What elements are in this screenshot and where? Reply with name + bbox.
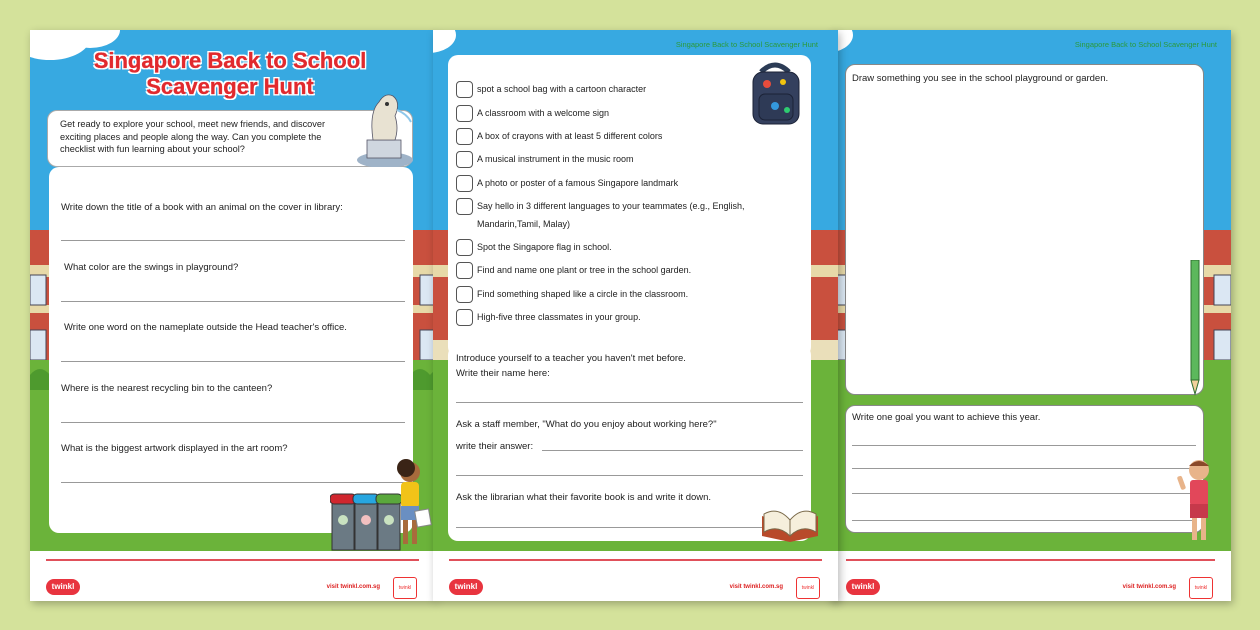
twinkl-logo: twinkl	[46, 579, 80, 595]
checklist-label: spot a school bag with a cartoon character	[477, 84, 647, 94]
goal-line-1[interactable]	[852, 445, 1196, 446]
girl-icon	[392, 458, 432, 550]
title-line-2: Scavenger Hunt	[146, 74, 314, 99]
task-2-line-1: Ask a staff member, "What do you enjoy about working here?"	[456, 419, 717, 430]
worksheet-page-1	[30, 30, 435, 601]
checklist-item[interactable]	[456, 198, 745, 233]
goal-line-4[interactable]	[852, 520, 1196, 521]
drawing-prompt: Draw something you see in the school playground or garden.	[852, 73, 1109, 84]
checkbox[interactable]	[456, 151, 473, 168]
page-header: Singapore Back to School Scavenger Hunt	[1074, 40, 1217, 49]
answer-line-task-1[interactable]	[456, 402, 803, 403]
footer-visit-link[interactable]: visit twinkl.com.sg	[729, 584, 783, 590]
footer-visit-link[interactable]: visit twinkl.com.sg	[326, 584, 380, 590]
checkbox[interactable]	[456, 239, 473, 256]
footer-badge: twinkl	[1189, 577, 1213, 599]
twinkl-logo: twinkl	[846, 579, 880, 595]
checkbox[interactable]	[456, 198, 473, 215]
checklist-item[interactable]	[456, 239, 612, 256]
checklist-label-line-1: Say hello in 3 different languages to your teammates (e.g., English,	[477, 201, 745, 211]
task-1-line-1: Introduce yourself to a teacher you haven't met before.	[456, 353, 686, 364]
footer-badge: twinkl	[393, 577, 417, 599]
worksheet-page-3	[830, 30, 1231, 601]
answer-line-2[interactable]	[61, 301, 405, 302]
goal-line-2[interactable]	[852, 468, 1196, 469]
task-1-line-2: Write their name here:	[456, 368, 550, 379]
checkbox[interactable]	[456, 262, 473, 279]
checklist-item[interactable]	[456, 81, 646, 98]
footer-divider	[846, 559, 1215, 561]
answer-line-task-2b[interactable]	[456, 475, 803, 476]
checklist-item[interactable]	[456, 175, 678, 192]
question-5: What is the biggest artwork displayed in the art room?	[61, 443, 288, 454]
pencil-icon	[1188, 260, 1202, 396]
merlion-icon	[355, 82, 413, 167]
footer-visit-link[interactable]: visit twinkl.com.sg	[1122, 584, 1176, 590]
boy-icon	[1175, 458, 1221, 548]
checkbox[interactable]	[456, 105, 473, 122]
page-header: Singapore Back to School Scavenger Hunt	[675, 40, 818, 49]
checklist-item[interactable]	[456, 262, 691, 279]
footer-badge: twinkl	[796, 577, 820, 599]
checklist-item[interactable]	[456, 286, 688, 303]
checklist-label: A classroom with a welcome sign	[477, 108, 610, 118]
question-1: Write down the title of a book with an animal on the cover in library:	[61, 202, 343, 213]
checklist-label-line-2: Mandarin,Tamil, Malay)	[477, 218, 571, 229]
checklist-item[interactable]	[456, 128, 662, 145]
checkbox[interactable]	[456, 309, 473, 326]
checklist-item[interactable]	[456, 105, 609, 122]
twinkl-logo: twinkl	[449, 579, 483, 595]
checklist-label: A box of crayons with at least 5 different colors	[477, 131, 663, 141]
goal-prompt: Write one goal you want to achieve this year.	[852, 412, 1041, 423]
checklist-item[interactable]	[456, 309, 641, 326]
checkbox[interactable]	[456, 81, 473, 98]
questions-card	[49, 167, 413, 533]
checklist-item[interactable]	[456, 151, 634, 168]
question-2: What color are the swings in playground?	[64, 262, 239, 273]
worksheet-page-2	[433, 30, 838, 601]
open-book-icon	[758, 502, 822, 542]
intro-text: Get ready to explore your school, meet new friends, and discover exciting places and people along the way. Can you complete the checklist with fun learning about your school?	[60, 119, 326, 154]
page-footer	[30, 551, 435, 601]
goal-line-3[interactable]	[852, 493, 1196, 494]
page-footer	[830, 551, 1231, 601]
question-4: Where is the nearest recycling bin to the canteen?	[61, 383, 273, 394]
page-footer	[433, 551, 838, 601]
answer-line-3[interactable]	[61, 361, 405, 362]
task-3: Ask the librarian what their favorite book is and write it down.	[456, 492, 712, 503]
checkbox[interactable]	[456, 128, 473, 145]
footer-divider	[46, 559, 419, 561]
answer-line-4[interactable]	[61, 422, 405, 423]
footer-divider	[449, 559, 822, 561]
goal-card	[845, 405, 1204, 533]
checklist-label: Find and name one plant or tree in the school garden.	[477, 265, 692, 275]
checklist-label: Spot the Singapore flag in school.	[477, 242, 612, 252]
answer-line-1[interactable]	[61, 240, 405, 241]
checklist-label: Find something shaped like a circle in the classroom.	[477, 289, 689, 299]
checklist-label: A musical instrument in the music room	[477, 154, 634, 164]
answer-line-task-2a[interactable]	[542, 450, 803, 451]
checklist-label-multiline	[477, 198, 745, 233]
task-2-line-2: write their answer:	[456, 441, 534, 452]
drawing-box[interactable]	[845, 64, 1204, 395]
title-line-1: Singapore Back to School	[93, 48, 367, 73]
school-bag-icon	[745, 58, 807, 128]
checklist-label: A photo or poster of a famous Singapore landmark	[477, 178, 679, 188]
checkbox[interactable]	[456, 175, 473, 192]
answer-line-task-3[interactable]	[456, 527, 776, 528]
checkbox[interactable]	[456, 286, 473, 303]
page-title	[80, 48, 380, 100]
question-3: Write one word on the nameplate outside the Head teacher's office.	[64, 322, 347, 333]
answer-line-5[interactable]	[61, 482, 405, 483]
checklist-label: High-five three classmates in your group.	[477, 312, 641, 322]
